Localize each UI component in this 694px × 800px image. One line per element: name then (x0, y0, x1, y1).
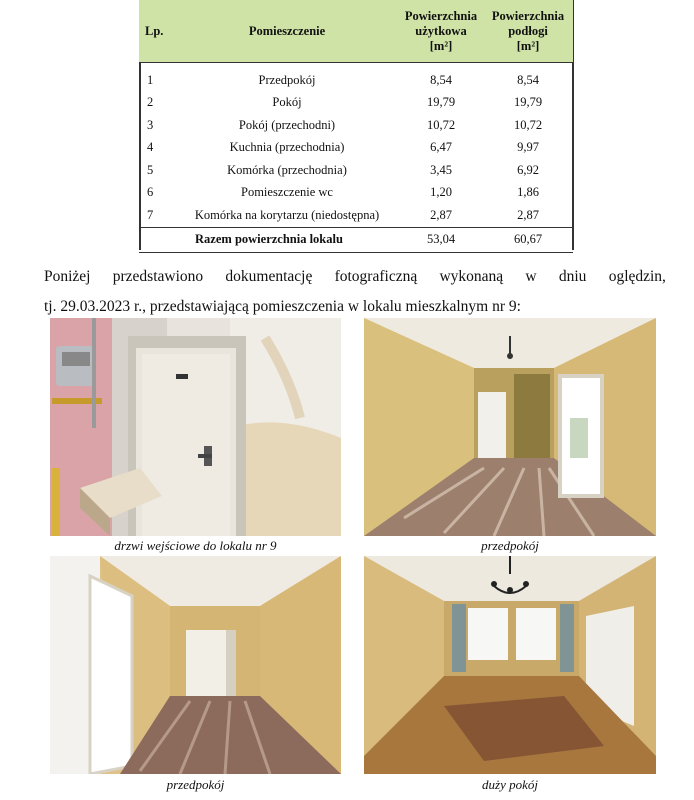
header-usable-area (399, 0, 483, 63)
photo-caption: przedpokój (481, 538, 539, 553)
row-room: Pokój (przechodni) (238, 117, 336, 132)
photo-hallway-2-image (50, 556, 341, 774)
row-usable: 2,87 (430, 207, 452, 222)
row-room: Pomieszczenie wc (241, 185, 333, 200)
intro-paragraph (44, 262, 666, 322)
paragraph-word: dokumentację (225, 268, 313, 285)
row-lp: 2 (147, 95, 154, 110)
total-label: Razem powierzchnia lokalu (139, 227, 399, 252)
row-floor: 10,72 (513, 117, 543, 132)
row-floor: 9,97 (517, 140, 539, 155)
photo-large-room (364, 556, 656, 774)
row-usable: 1,20 (430, 185, 452, 200)
paragraph-line-1 (44, 262, 666, 292)
header-floor-area-unit: [m²] (516, 38, 540, 53)
row-floor: 2,87 (517, 207, 539, 222)
table-row (139, 114, 573, 137)
row-floor: 1,86 (517, 185, 539, 200)
paragraph-word: wykonaną (439, 268, 504, 285)
photo-entrance-door-image (50, 318, 341, 536)
row-lp: 4 (147, 140, 154, 155)
row-usable: 6,47 (430, 140, 452, 155)
table-row (139, 69, 573, 92)
paragraph-word: przedstawiono (112, 268, 204, 285)
table-row (139, 204, 573, 227)
table-header-row (139, 0, 573, 63)
row-usable: 10,72 (426, 117, 456, 132)
paragraph-word: Poniżej (44, 268, 91, 285)
header-usable-area-unit: [m²] (429, 38, 453, 53)
header-room: Pomieszczenie (175, 0, 399, 63)
header-floor-area-label: Powierzchnia podłogi (491, 8, 565, 38)
paragraph-word: dniu (558, 268, 587, 285)
row-usable: 3,45 (430, 162, 452, 177)
photo-large-room-image (364, 556, 656, 774)
row-floor: 8,54 (517, 72, 539, 87)
photo-caption: duży pokój (482, 777, 538, 792)
paragraph-line-2: tj. 29.03.2023 r., przedstawiającą pomieszczenia w lokalu mieszkalnym nr 9: (44, 298, 521, 315)
row-usable: 8,54 (430, 72, 452, 87)
total-floor: 60,67 (483, 227, 573, 252)
paragraph-word: w (525, 268, 537, 285)
row-room: Komórka (przechodnia) (227, 162, 347, 177)
table-row (139, 159, 573, 182)
photo-entrance-door (50, 318, 341, 536)
photo-caption: przedpokój (166, 777, 225, 792)
header-lp: Lp. (139, 0, 175, 63)
table-total-row (139, 227, 573, 252)
total-usable: 53,04 (399, 227, 483, 252)
photo-hallway-2 (50, 556, 341, 774)
row-lp: 5 (147, 162, 154, 177)
row-lp: 3 (147, 117, 154, 132)
table-row (139, 92, 573, 115)
row-floor: 6,92 (517, 162, 539, 177)
photo-caption: drzwi wejściowe do lokalu nr 9 (114, 538, 277, 553)
row-lp: 6 (147, 185, 154, 200)
header-usable-area-label: Powierzchnia użytkowa (404, 8, 478, 38)
row-usable: 19,79 (426, 95, 456, 110)
paragraph-word: oględzin, (608, 268, 666, 285)
row-room: Kuchnia (przechodnia) (229, 140, 345, 155)
photo-hallway-1 (364, 318, 656, 536)
photo-hallway-1-image (364, 318, 656, 536)
table-row (139, 182, 573, 205)
row-floor: 19,79 (513, 95, 543, 110)
area-table-container (139, 0, 573, 253)
row-room: Pokój (272, 95, 302, 110)
paragraph-word: fotograficzną (334, 268, 418, 285)
row-lp: 1 (147, 72, 154, 87)
row-room: Przedpokój (258, 72, 316, 87)
row-room: Komórka na korytarzu (niedostępna) (194, 207, 380, 222)
row-lp: 7 (147, 207, 154, 222)
area-table (139, 0, 573, 253)
header-floor-area (483, 0, 573, 63)
table-row (139, 137, 573, 160)
